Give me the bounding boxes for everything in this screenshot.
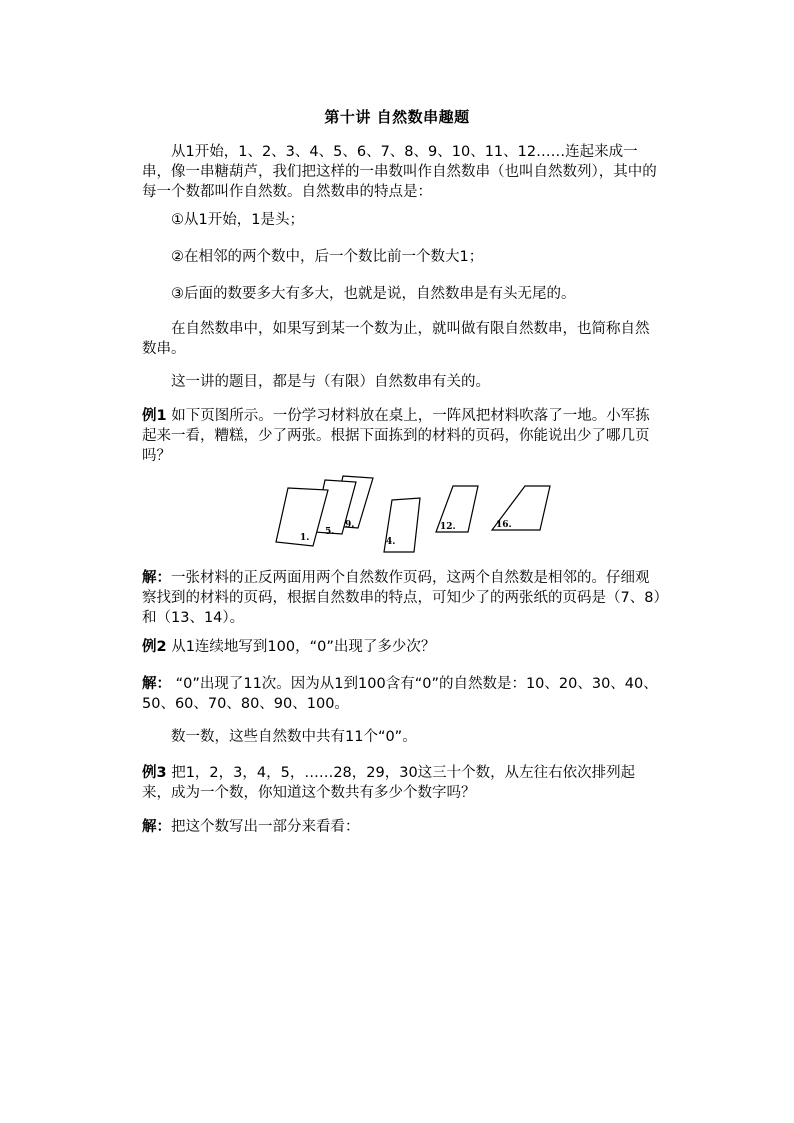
page-label-12: 12. (440, 522, 456, 532)
scattered-pages-figure (270, 470, 570, 560)
page-label-4: 4. (386, 537, 396, 547)
example-1-question (142, 406, 662, 466)
example-3-solution-text: 把这个数写出一部分来看看： (171, 819, 360, 835)
lesson-scope-paragraph: 这一讲的题目，都是与（有限）自然数串有关的。 (171, 374, 490, 390)
example-2-text: 从1连续地写到100，“0”出现了多少次？ (166, 639, 436, 655)
finite-sequence-paragraph: 在自然数串中，如果写到某一个数为止，就叫做有限自然数串，也简称自然数串。 (142, 321, 650, 357)
page-label-16: 16. (496, 520, 512, 530)
example-1-solution-label: 解： (142, 570, 171, 586)
page-label-1: 1. (300, 533, 310, 543)
example-3-text: 把1，2，3，4，5，……28，29，30这三十个数，从左往右依次排列起来，成为一个数，你知道这个数共有多少个数字吗？ (142, 765, 636, 801)
example-1-solution-text: 一张材料的正反两面用两个自然数作页码，这两个自然数是相邻的。仔细观察找到的材料的页码，根据自然数串的特点，可知少了的两张纸的页码是（7、8）和（13、14）。 (142, 570, 661, 626)
page-label-9: 9. (345, 520, 355, 530)
example-2-question (142, 637, 662, 657)
example-2-note: 数一数，这些自然数中共有11个“0”。 (171, 729, 417, 745)
example-2-solution (142, 674, 662, 714)
intro-paragraph: 从1开始，1、2、3、4、5、6、7、8、9、10、11、12……连起来成一串，像一串糖葫芦，我们把这样的一串数叫作自然数串（也叫自然数列），其中的每一个数都叫作自然数。自然数串的特点是： (142, 144, 657, 200)
scattered-pages-illustration (270, 470, 570, 560)
feature-item-3: ③后面的数要多大有多大，也就是说，自然数串是有头无尾的。 (171, 286, 576, 302)
example-2-solution-text: “0”出现了11次。因为从1到100含有“0”的自然数是：10、20、30、40、50、60、70、80、90、100。 (142, 676, 658, 712)
example-3-solution (142, 817, 662, 837)
example-2-label: 例2 (142, 639, 167, 655)
example-1-text: 如下页图所示。一份学习材料放在桌上，一阵风把材料吹落了一地。小军拣起来一看，糟糕，少了两张。根据下面拣到的材料的页码，你能说出少了哪几页吗？ (142, 408, 650, 464)
example-1-solution (142, 568, 662, 628)
example-2-solution-label: 解： (142, 676, 171, 692)
lesson-title: 第十讲 自然数串趣题 (324, 108, 470, 126)
example-1-label: 例1 (142, 408, 167, 424)
example-3-question (142, 763, 662, 803)
page-label-5: 5. (325, 527, 335, 537)
example-3-label: 例3 (142, 765, 167, 781)
example-3-solution-label: 解： (142, 819, 171, 835)
feature-item-2: ②在相邻的两个数中，后一个数比前一个数大1； (171, 249, 484, 265)
feature-item-1: ①从1开始，1是头； (171, 212, 304, 228)
